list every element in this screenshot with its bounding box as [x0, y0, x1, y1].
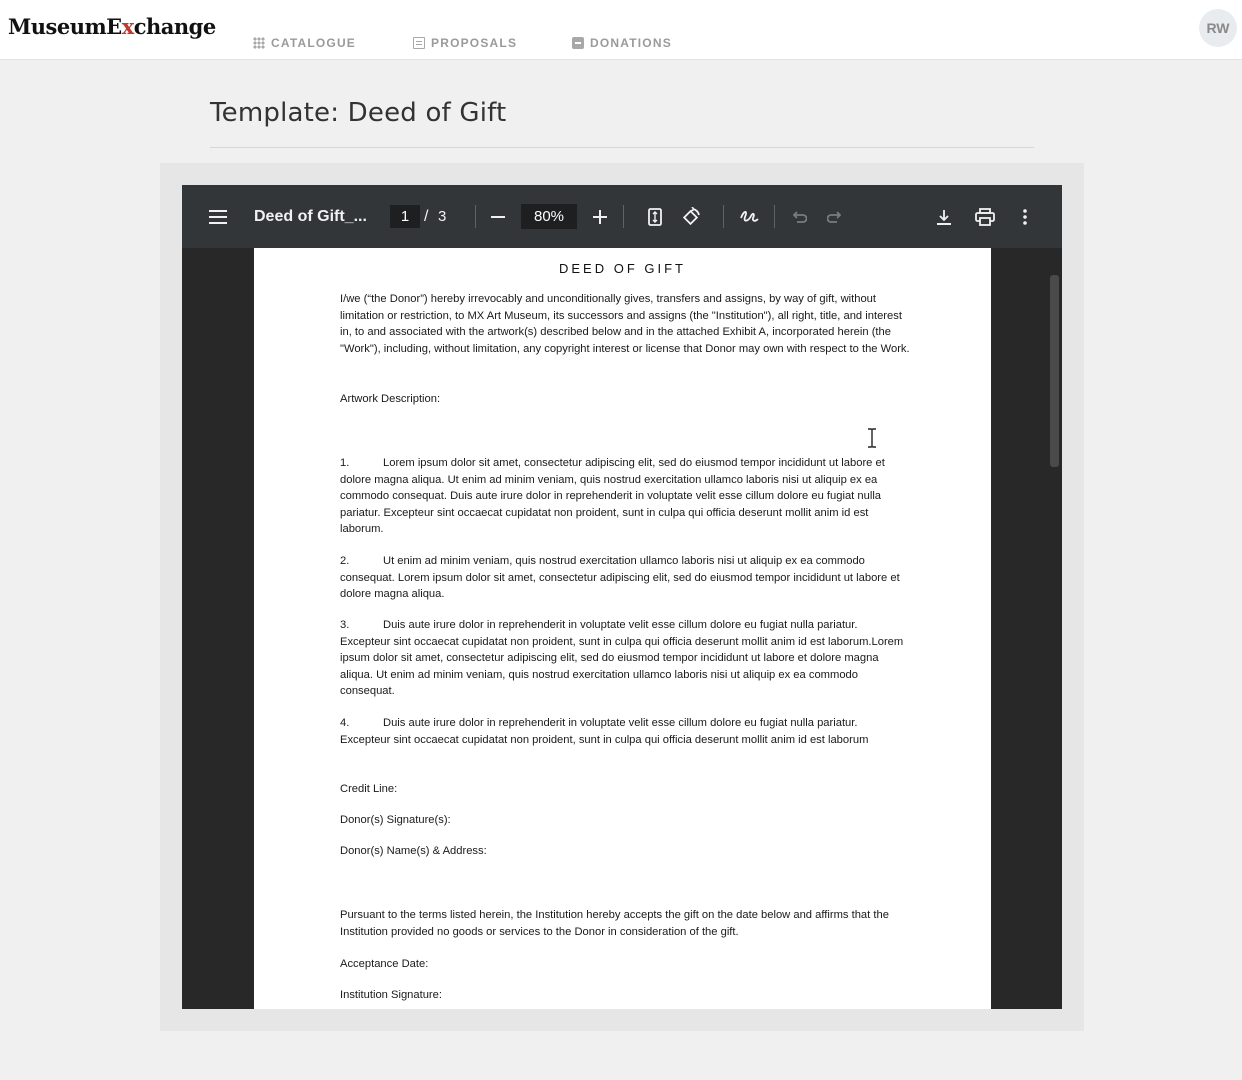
acceptance-date-label: Acceptance Date:: [340, 958, 429, 970]
acceptance-paragraph: Pursuant to the terms listed herein, the Institution hereby accepts the gift on the date below and affirms that the Institution provided no goods or services to the Donor in consideration of the gift.: [340, 909, 889, 938]
more-options-button[interactable]: [1018, 185, 1032, 248]
rotate-button[interactable]: [680, 185, 702, 248]
download-button[interactable]: [934, 185, 954, 248]
user-avatar[interactable]: RW: [1199, 9, 1237, 47]
toolbar-divider: [723, 205, 724, 228]
redo-button[interactable]: [826, 185, 844, 248]
clause-2: [340, 553, 910, 603]
nav-donations[interactable]: [572, 36, 672, 50]
annotate-icon: [739, 208, 759, 226]
proposals-doc-icon: [413, 37, 425, 49]
zoom-level-input[interactable]: 80%: [521, 204, 577, 229]
catalogue-grid-icon: [253, 37, 265, 49]
toolbar-divider: [774, 205, 775, 228]
clause-text: Duis aute irure dolor in reprehenderit in voluptate velit esse cillum dolore eu fugiat nulla pariatur. Excepteur sint occaecat cupidatat non proident, sunt in culpa qui officia deserunt mollit anim id est laborum.Lorem ipsum dolor sit amet, consectetur adipiscing elit, sed do eiusmod tempor incididunt ut labore et dolore magna aliqua. Ut enim ad minim veniam, quis nostrud exercitation ullamco laboris nisi ut aliquip ex ea commodo consequat.: [340, 619, 904, 698]
logo-text-prefix: MuseumE: [8, 14, 122, 39]
nav-catalogue-label: CATALOGUE: [271, 36, 357, 50]
clause-1: [340, 455, 910, 538]
download-icon: [936, 209, 952, 225]
toolbar-divider: [475, 205, 476, 228]
artwork-description-label: Artwork Description:: [340, 393, 441, 405]
logo-text-suffix: change: [133, 14, 216, 39]
text-cursor-icon: [866, 428, 878, 448]
nav-donations-label: DONATIONS: [590, 36, 672, 50]
institution-signature-label: Institution Signature:: [340, 989, 442, 1001]
nav-catalogue[interactable]: [253, 36, 356, 50]
clause-number: 4.: [340, 717, 350, 729]
pdf-viewer: [182, 185, 1062, 1009]
clause-number: 3.: [340, 619, 350, 631]
nav-proposals[interactable]: [413, 36, 517, 50]
intro-paragraph: I/we (“the Donor”) hereby irrevocably and unconditionally gives, transfers and assigns, by way of gift, without limitation or restriction, to MX Art Museum, its successors and assigns (the "Institution"), all right, title, and interest in, to and associated with the artwork(s) described below and in the attached Exhibit A, incorporated herein (the "Work"), including, without limitation, any copyright interest or license that Donor may own with respect to the Work.: [340, 293, 910, 355]
menu-button[interactable]: [206, 185, 230, 248]
fit-page-button[interactable]: [645, 185, 665, 248]
undo-button[interactable]: [790, 185, 808, 248]
zoom-out-icon: [491, 210, 505, 224]
page-separator: /: [424, 207, 429, 225]
undo-icon: [791, 210, 807, 224]
redo-icon: [827, 210, 843, 224]
document-heading: DEED OF GIFT: [559, 261, 686, 276]
pdf-toolbar: [182, 185, 1062, 248]
annotate-button[interactable]: [738, 185, 760, 248]
document-page: [254, 248, 991, 1009]
clause-text: Ut enim ad minim veniam, quis nostrud exercitation ullamco laboris nisi ut aliquip ex ea commodo consequat. Lorem ipsum dolor sit amet, consectetur adipiscing elit, sed do eiusmod tempor incididunt ut labore et dolore magna aliqua.: [340, 555, 900, 601]
nav-proposals-label: PROPOSALS: [431, 36, 518, 50]
menu-icon: [209, 210, 227, 224]
title-divider: [210, 147, 1034, 148]
clause-4: [340, 715, 910, 748]
donor-name-address-label: Donor(s) Name(s) & Address:: [340, 845, 487, 857]
donor-signature-label: Donor(s) Signature(s):: [340, 814, 451, 826]
fit-page-icon: [648, 208, 662, 226]
zoom-in-button[interactable]: [590, 185, 610, 248]
more-icon: [1023, 209, 1027, 225]
credit-line-label: Credit Line:: [340, 783, 398, 795]
zoom-out-button[interactable]: [488, 185, 508, 248]
toolbar-divider: [623, 205, 624, 228]
top-header: [0, 0, 1242, 60]
page-number-input[interactable]: 1: [390, 205, 420, 228]
museum-exchange-logo[interactable]: [8, 14, 216, 39]
clause-text: Duis aute irure dolor in reprehenderit in voluptate velit esse cillum dolore eu fugiat nulla pariatur. Excepteur sint occaecat cupidatat non proident, sunt in culpa qui officia deserunt mollit anim id est laborum: [340, 717, 869, 746]
clause-number: 1.: [340, 457, 350, 469]
print-button[interactable]: [974, 185, 996, 248]
logo-text-x: x: [121, 14, 134, 39]
clause-3: [340, 617, 910, 700]
clause-text: Lorem ipsum dolor sit amet, consectetur adipiscing elit, sed do eiusmod tempor incididunt ut labore et dolore magna aliqua. Ut enim ad minim veniam, quis nostrud exercitation ullamco laboris nisi ut aliquip ex ea commodo consequat. Duis aute irure dolor in reprehenderit in voluptate velit esse cillum dolore eu fugiat nulla pariatur. Excepteur sint occaecat cupidatat non proident, sunt in culpa qui officia deserunt mollit anim id est laborum.: [340, 457, 885, 536]
page-total: 3: [438, 208, 447, 225]
print-icon: [975, 208, 995, 226]
clause-number: 2.: [340, 555, 350, 567]
viewer-scrollbar[interactable]: [1050, 275, 1059, 467]
page-title: Template: Deed of Gift: [210, 98, 507, 128]
rotate-icon: [681, 207, 701, 227]
document-title: Deed of Gift_...: [254, 207, 367, 225]
zoom-in-icon: [593, 210, 607, 224]
donations-box-icon: [572, 37, 584, 49]
